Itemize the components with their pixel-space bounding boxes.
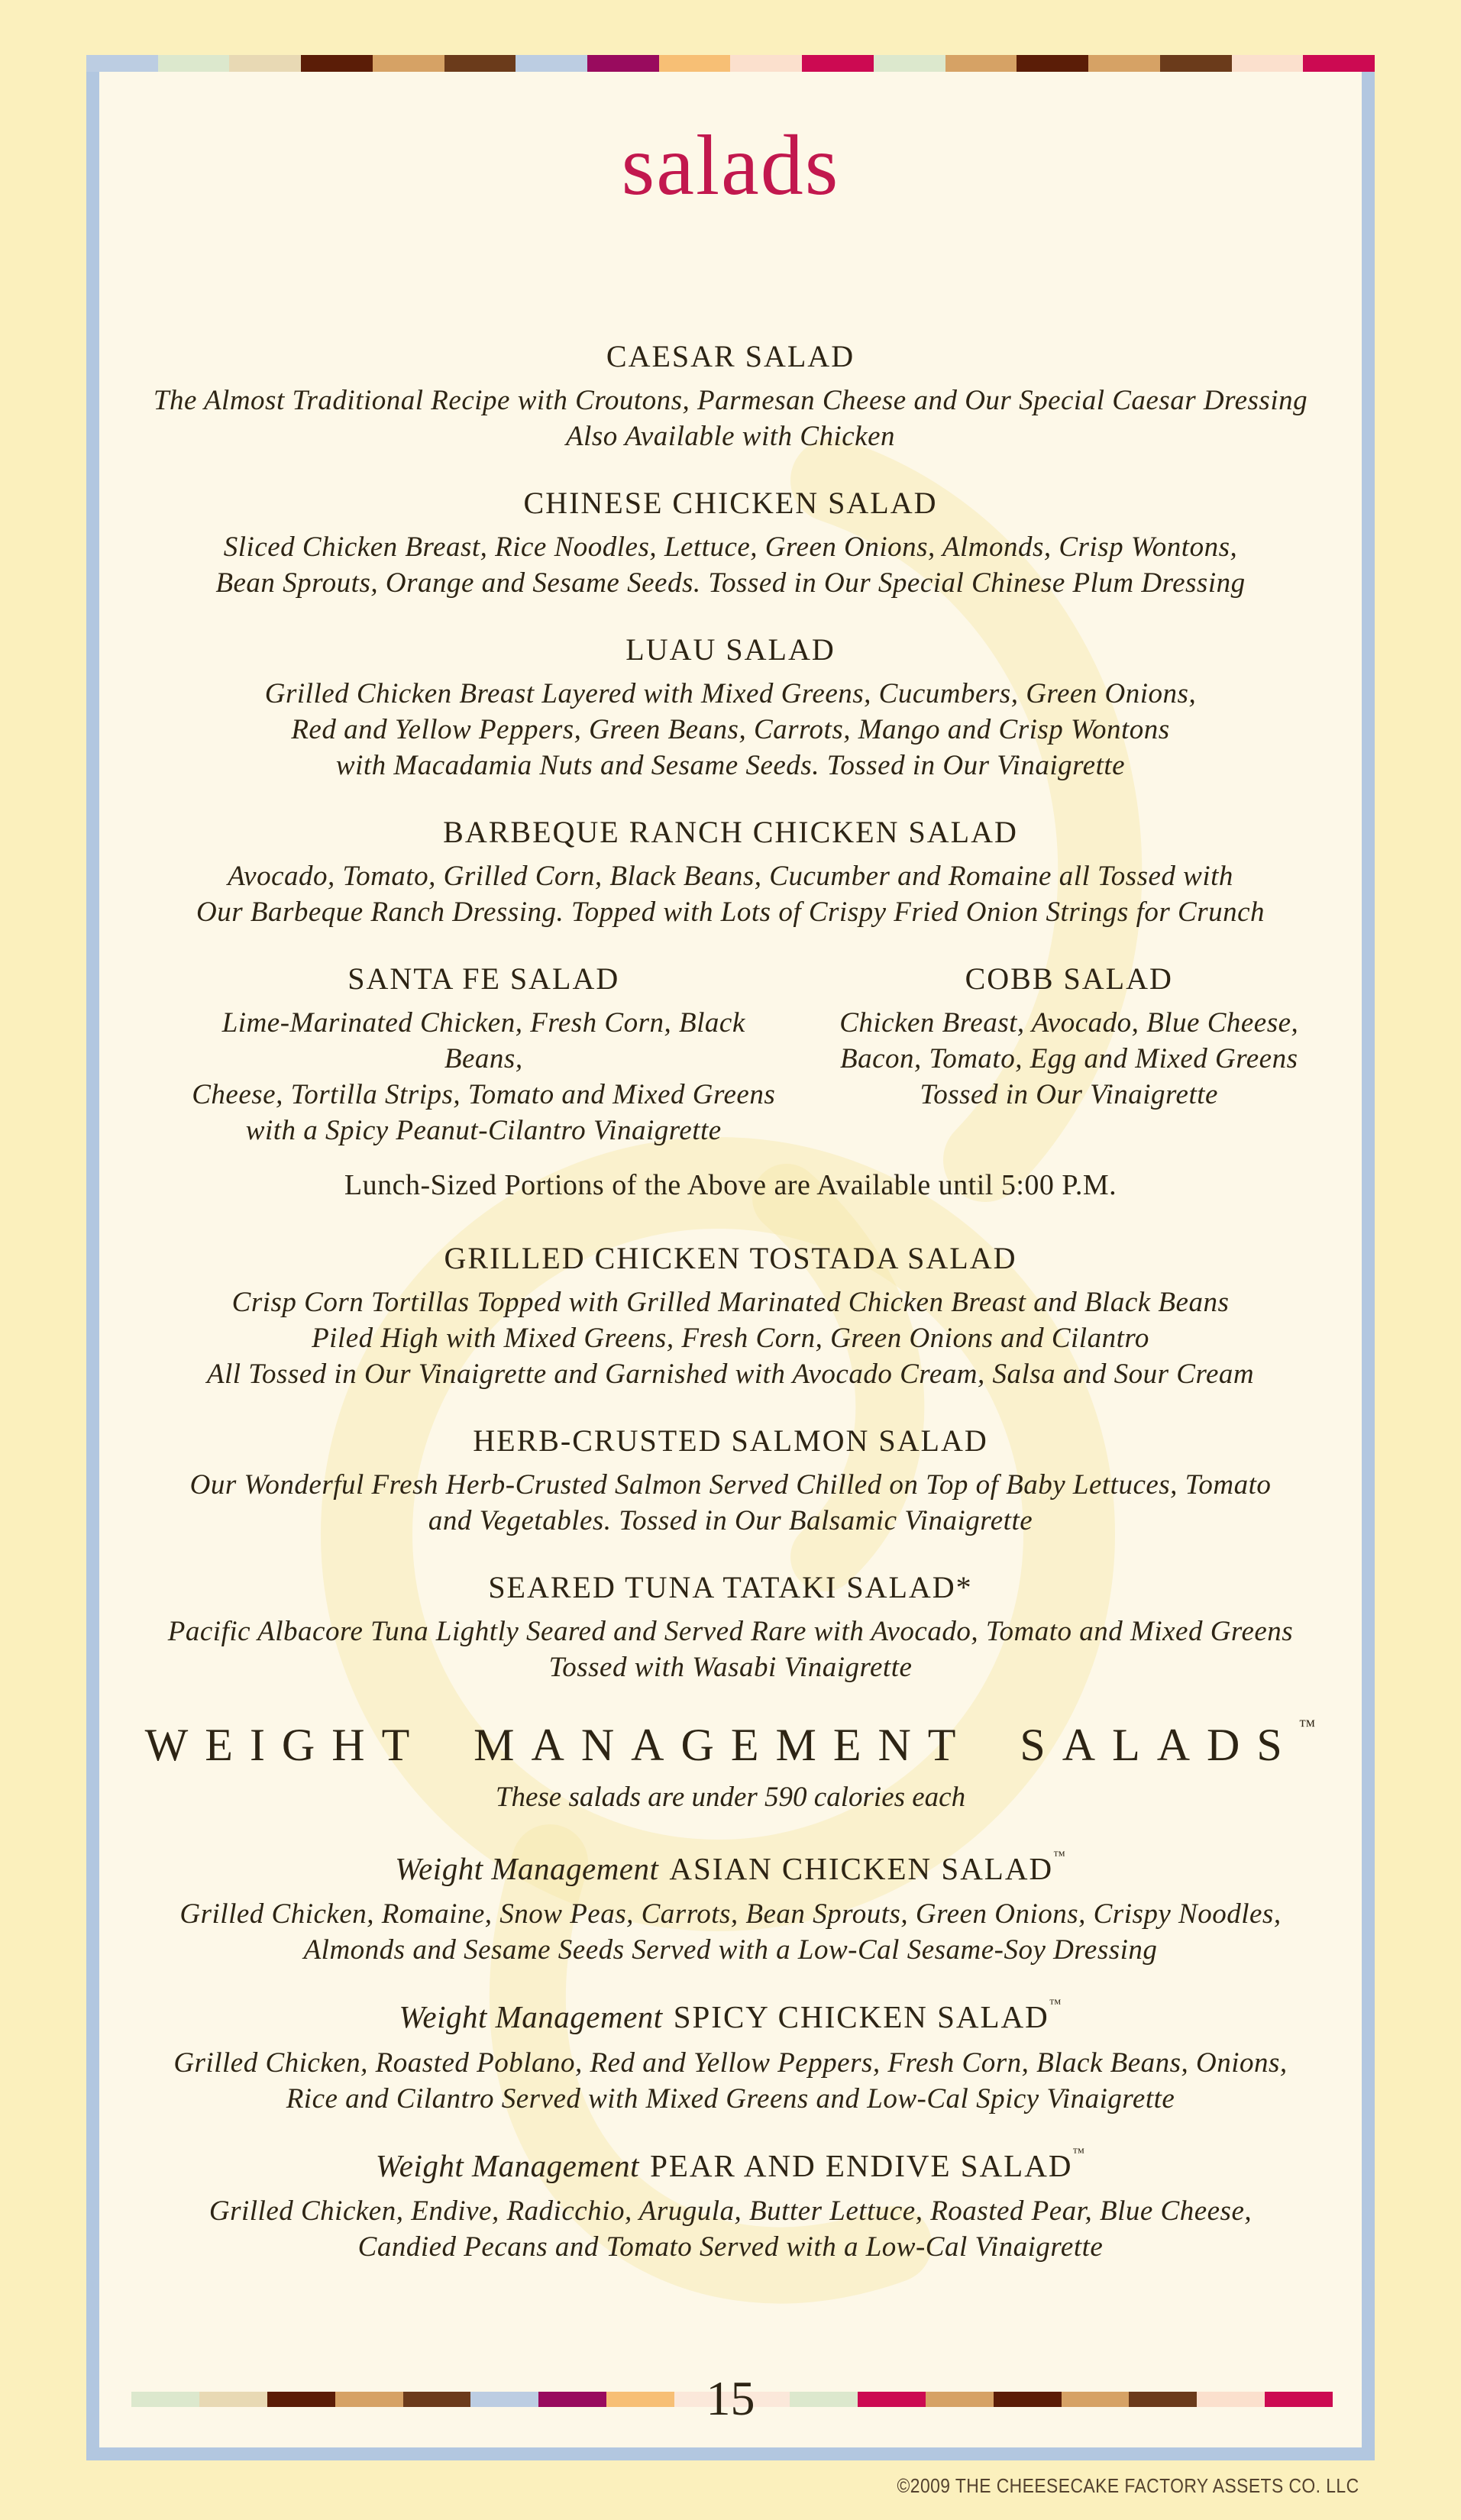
item-desc-line: Bean Sprouts, Orange and Sesame Seeds. Tossed in Our Special Chinese Plum Dressing bbox=[215, 567, 1246, 599]
item-desc-line: and Vegetables. Tossed in Our Balsamic Vinaigrette bbox=[428, 1505, 1033, 1536]
menu-item-cobb bbox=[777, 961, 1362, 1149]
item-desc-line: Our Wonderful Fresh Herb-Crusted Salmon Served Chilled on Top of Baby Lettuces, Tomato bbox=[189, 1469, 1272, 1501]
item-desc-line: Grilled Chicken, Endive, Radicchio, Arugula, Butter Lettuce, Roasted Pear, Blue Cheese, bbox=[208, 2195, 1253, 2227]
item-desc-line: The Almost Traditional Recipe with Croutons, Parmesan Cheese and Our Special Caesar Dressing bbox=[153, 385, 1308, 416]
item-name bbox=[99, 1997, 1362, 2037]
trademark-symbol: ™ bbox=[1298, 1716, 1317, 1735]
weight-management-prefix: Weight Management bbox=[375, 2147, 640, 2183]
item-name: HERB-CRUSTED SALMON SALAD bbox=[473, 1423, 988, 1458]
item-desc-line: with a Spicy Peanut-Cilantro Vinaigrette bbox=[245, 1115, 722, 1146]
item-desc-line: Candied Pecans and Tomato Served with a Low-Cal Vinaigrette bbox=[357, 2231, 1104, 2263]
menu-item-caesar bbox=[99, 338, 1362, 454]
item-name: LUAU SALAD bbox=[625, 632, 836, 667]
item-name-caps: SPICY CHICKEN SALAD bbox=[673, 1999, 1049, 2035]
item-desc-line: Piled High with Mixed Greens, Fresh Corn, Green Onions and Cilantro bbox=[312, 1323, 1149, 1354]
item-desc-line: Pacific Albacore Tuna Lightly Seared and Served Rare with Avocado, Tomato and Mixed Greens bbox=[167, 1616, 1294, 1647]
item-name: CAESAR SALAD bbox=[606, 339, 855, 373]
item-name-caps: ASIAN CHICKEN SALAD bbox=[669, 1851, 1054, 1886]
item-desc-line: Avocado, Tomato, Grilled Corn, Black Beans, Cucumber and Romaine all Tossed with bbox=[228, 861, 1233, 892]
item-desc-line: Chicken Breast, Avocado, Blue Cheese, bbox=[839, 1007, 1299, 1039]
item-desc-line: Bacon, Tomato, Egg and Mixed Greens bbox=[840, 1043, 1298, 1074]
item-name-caps: PEAR AND ENDIVE SALAD bbox=[650, 2147, 1073, 2183]
item-desc-line: Crisp Corn Tortillas Topped with Grilled Marinated Chicken Breast and Black Beans bbox=[231, 1287, 1230, 1318]
item-name: BARBEQUE RANCH CHICKEN SALAD bbox=[443, 815, 1018, 849]
page-number: 15 bbox=[706, 2371, 755, 2425]
item-name: SEARED TUNA TATAKI SALAD* bbox=[488, 1570, 973, 1604]
weight-management-heading-text: WEIGHT MANAGEMENT SALADS bbox=[144, 1720, 1299, 1770]
item-desc-line: Tossed with Wasabi Vinaigrette bbox=[548, 1652, 913, 1683]
menu-item-seared-tuna-tataki bbox=[99, 1569, 1362, 1685]
page-title: salads bbox=[621, 118, 840, 213]
copyright-text: ©2009 THE CHEESECAKE FACTORY ASSETS CO. LLC bbox=[897, 2474, 1359, 2497]
item-name: COBB SALAD bbox=[965, 961, 1173, 996]
item-desc-line: with Macadamia Nuts and Sesame Seeds. Tossed in Our Vinaigrette bbox=[335, 750, 1126, 781]
weight-management-prefix: Weight Management bbox=[395, 1851, 659, 1886]
item-desc-line: Grilled Chicken Breast Layered with Mixed Greens, Cucumbers, Green Onions, bbox=[264, 678, 1197, 709]
item-name: GRILLED CHICKEN TOSTADA SALAD bbox=[444, 1241, 1017, 1275]
item-name: CHINESE CHICKEN SALAD bbox=[523, 486, 938, 520]
menu-item-wm-asian-chicken bbox=[99, 1849, 1362, 1968]
item-desc-line: Grilled Chicken, Roasted Poblano, Red and Yellow Peppers, Fresh Corn, Black Beans, Onions, bbox=[173, 2047, 1288, 2079]
item-desc-line: Red and Yellow Peppers, Green Beans, Carrots, Mango and Crisp Wontons bbox=[291, 714, 1170, 745]
item-desc-line: Sliced Chicken Breast, Rice Noodles, Lettuce, Green Onions, Almonds, Crisp Wontons, bbox=[223, 531, 1238, 563]
menu-item-herb-crusted-salmon bbox=[99, 1423, 1362, 1539]
item-name bbox=[99, 2146, 1362, 2186]
menu-content bbox=[99, 68, 1362, 2265]
menu-item-luau bbox=[99, 632, 1362, 783]
menu-item-wm-pear-endive bbox=[99, 2146, 1362, 2265]
menu-item-chinese-chicken bbox=[99, 485, 1362, 601]
item-desc-line: Our Barbeque Ranch Dressing. Topped with Lots of Crispy Fried Onion Strings for Crunch bbox=[196, 897, 1265, 928]
item-name bbox=[99, 1849, 1362, 1888]
item-desc-line: Tossed in Our Vinaigrette bbox=[920, 1079, 1218, 1110]
weight-management-prefix: Weight Management bbox=[399, 1999, 663, 2035]
menu-item-tostada bbox=[99, 1240, 1362, 1392]
item-desc-line: Rice and Cilantro Served with Mixed Greens and Low-Cal Spicy Vinaigrette bbox=[286, 2082, 1175, 2115]
item-desc-line: Almonds and Sesame Seeds Served with a Low-Cal Sesame-Soy Dressing bbox=[303, 1934, 1158, 1966]
lunch-portions-note: Lunch-Sized Portions of the Above are Available until 5:00 P.M. bbox=[344, 1169, 1117, 1201]
trademark-symbol: ™ bbox=[1072, 2146, 1086, 2160]
two-column-salads bbox=[191, 961, 1362, 1149]
menu-item-santa-fe bbox=[191, 961, 777, 1149]
item-desc-line: Cheese, Tortilla Strips, Tomato and Mixed Greens bbox=[192, 1079, 776, 1110]
item-desc-line: All Tossed in Our Vinaigrette and Garnished with Avocado Cream, Salsa and Sour Cream bbox=[206, 1359, 1255, 1390]
trademark-symbol: ™ bbox=[1053, 1850, 1066, 1863]
menu-card bbox=[86, 55, 1375, 2460]
menu-item-barbeque-ranch bbox=[99, 814, 1362, 930]
weight-management-subheading: These salads are under 590 calories each bbox=[495, 1782, 966, 1813]
item-desc-line: Lime-Marinated Chicken, Fresh Corn, Black Beans, bbox=[221, 1007, 745, 1074]
weight-management-heading bbox=[99, 1716, 1362, 1772]
item-name: SANTA FE SALAD bbox=[347, 961, 620, 996]
item-desc-line: Grilled Chicken, Romaine, Snow Peas, Carrots, Bean Sprouts, Green Onions, Crispy Noodles, bbox=[179, 1898, 1282, 1930]
item-desc-line: Also Available with Chicken bbox=[565, 421, 896, 452]
trademark-symbol: ™ bbox=[1049, 1998, 1062, 2011]
menu-item-wm-spicy-chicken bbox=[99, 1997, 1362, 2116]
